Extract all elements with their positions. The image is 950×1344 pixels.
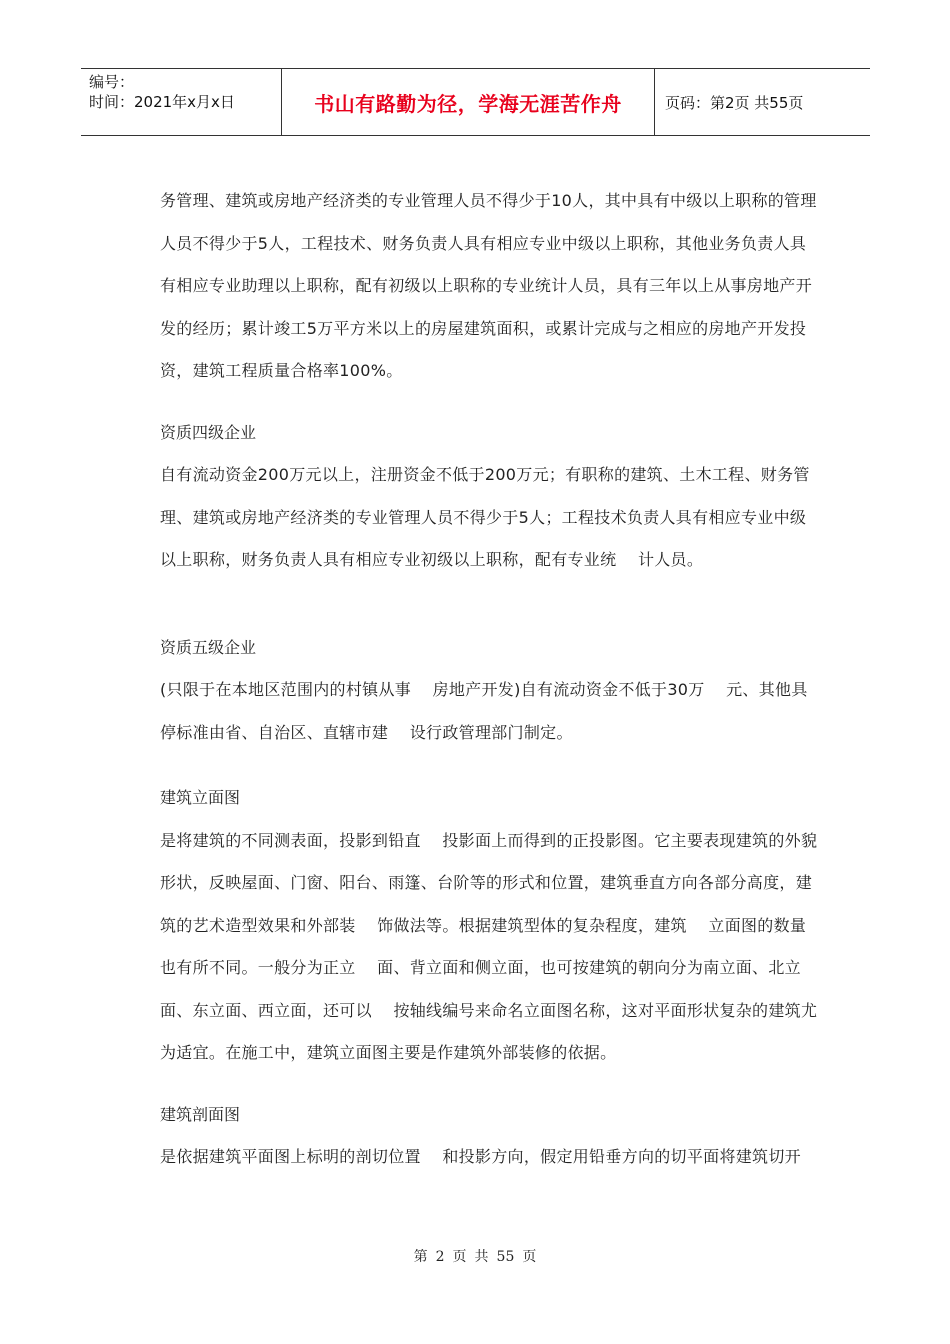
footer-word-gong: 共 [474,1249,489,1265]
page-footer [0,1246,950,1266]
page-header [81,68,870,136]
paragraph-qualification-continued: 务管理、建筑或房地产经济类的专业管理人员不得少于10人，其中具有中级以上职称的管理人员不得少于5人，工程技术、财务负责人具有相应专业中级以上职称，其他业务负责人具有相应专业助理以上职称，配有初级以上职称的专业统计人员，具有三年以上从事房地产开发的经历；累计竣工5万平方米以上的房屋建筑面积，或累计完成与之相应的房地产开发投资，建筑工程质量合格率100%。 [160,191,817,380]
heading-level4: 资质四级企业 [160,422,257,442]
heading-section: 建筑剖面图 [160,1104,241,1124]
paragraph-level5: (只限于在本地区范围内的村镇从事 房地产开发)自有流动资金不低于30万 元、其他具停标准由省、自治区、直辖市建 设行政管理部门制定。 [160,680,808,742]
serial-number-label: 编号： [89,73,135,91]
header-page-cell [655,69,870,135]
paragraph-section: 是依据建筑平面图上标明的剖切位置 和投影方向，假定用铅垂方向的切平面将建筑切开 [160,1147,801,1166]
date-label: 时间：2021年x月x日 [89,93,235,111]
footer-word-ye-2: 页 [522,1249,537,1265]
paragraph-level4: 自有流动资金200万元以上，注册资金不低于200万元；有职称的建筑、土木工程、财务管理、建筑或房地产经济类的专业管理人员不得少于5人；工程技术负责人具有相应专业中级以上职称，财务负责人具有相应专业初级以上职称，配有专业统 计人员。 [160,465,810,569]
header-motto-cell [282,69,655,135]
paragraph-elevation: 是将建筑的不同测表面，投影到铅直 投影面上而得到的正投影图。它主要表现建筑的外貌形状，反映屋面、门窗、阳台、雨篷、台阶等的形式和位置，建筑垂直方向各部分高度，建筑的艺术造型效果和外部装 饰做法等。根据建筑型体的复杂程度，建筑 立面图的数量也有所不同。一般分为正立 面、背立面和侧立面，也可按建筑的朝向分为南立面、北立面、东立面、西立面，还可以 按轴线编号来命名立面图名称，这对平面形状复杂的建筑尤为适宜。在施工中，建筑立面图主要是作建筑外部装修的依据。 [160,830,818,1062]
footer-page-number: 2 [435,1249,445,1265]
footer-word-di: 第 [413,1249,428,1265]
motto-text: 书山有路勤为径，学海无涯苦作舟 [314,91,622,116]
footer-word-ye: 页 [452,1249,467,1265]
heading-elevation: 建筑立面图 [160,788,241,807]
page-info: 页码：第2页 共55页 [665,93,804,112]
footer-total-pages: 55 [496,1249,515,1265]
header-meta-cell [81,69,282,135]
heading-level5: 资质五级企业 [160,637,257,657]
document-body [160,180,820,1179]
